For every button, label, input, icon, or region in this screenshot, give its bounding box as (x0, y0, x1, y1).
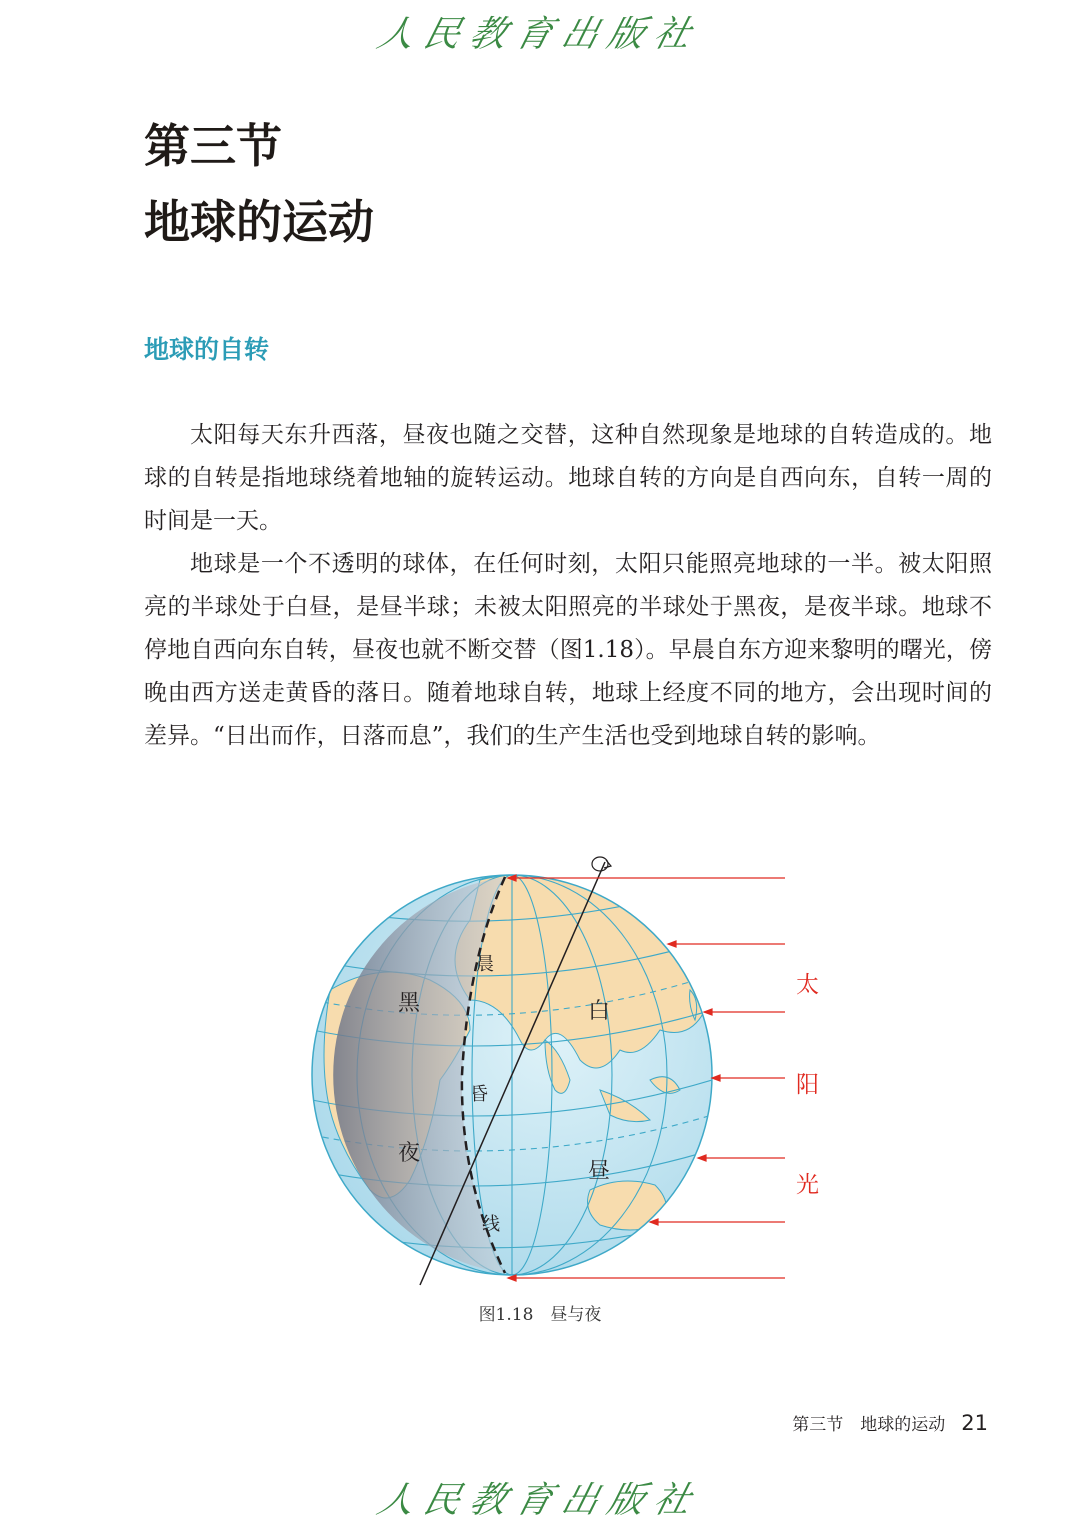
footer-section: 第三节 地球的运动 (792, 1415, 946, 1435)
rotation-arrow-icon (592, 857, 608, 871)
subsection-heading: 地球的自转 (144, 335, 270, 364)
label-night-2: 夜 (398, 1141, 421, 1166)
figure-caption: 图1.18 昼与夜 (478, 1305, 602, 1325)
label-night-1: 黑 (398, 991, 421, 1016)
paragraph-2: 地球是一个不透明的球体，在任何时刻，太阳只能照亮地球的一半。被太阳照亮的半球处于白昼，是昼半球；未被太阳照亮的半球处于黑夜，是夜半球。地球不停地自西向东自转，昼夜也就不断交替（图1.18）。早晨自东方迎来黎明的曙光，傍晚由西方送走黄昏的落日。随着地球自转，地球上经度不同的地方，会出现时间的差异。“日出而作，日落而息”，我们的生产生活也受到地球自转的影响。 (144, 551, 992, 749)
paragraph-1: 太阳每天东升西落，昼夜也随之交替，这种自然现象是地球的自转造成的。地球的自转是指地球绕着地轴的旋转运动。地球自转的方向是自西向东，自转一周的时间是一天。 (144, 422, 992, 534)
page-number: 21 (961, 1411, 988, 1435)
label-terminator-2: 昏 (470, 1084, 488, 1105)
page-footer (792, 1410, 988, 1435)
section-title: 地球的运动 (144, 195, 374, 249)
body-text (144, 414, 992, 758)
label-sunlight-2: 阳 (796, 1072, 819, 1098)
label-sunlight-3: 光 (796, 1172, 819, 1198)
publisher-logo-bottom: 人民教育出版社 (373, 1480, 706, 1521)
label-day-2: 昼 (588, 1159, 611, 1184)
section-heading (144, 108, 374, 260)
publisher-logo-top: 人民教育出版社 (373, 14, 706, 55)
day-night-globe-figure (300, 850, 800, 1290)
label-terminator-3: 线 (482, 1214, 500, 1235)
label-day-1: 白 (588, 999, 611, 1024)
label-terminator-1: 晨 (476, 954, 494, 975)
section-number: 第三节 (144, 119, 282, 173)
label-sunlight-1: 太 (796, 972, 819, 998)
